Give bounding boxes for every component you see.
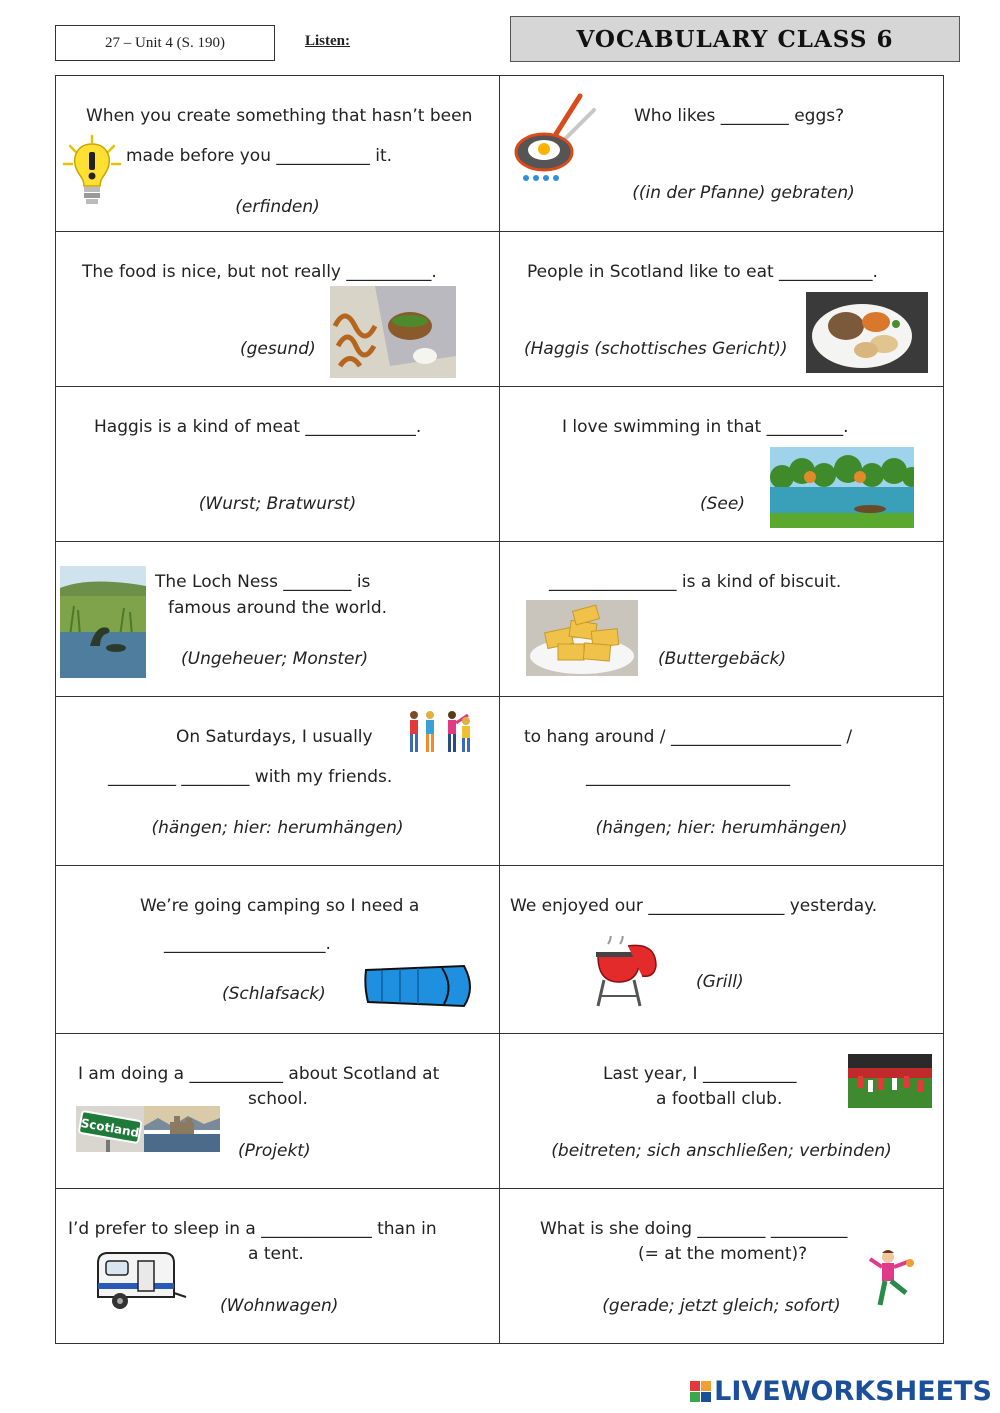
sentence-line[interactable]: ________________________ <box>586 767 790 787</box>
hint-text: (beitreten; sich anschließen; verbinden) <box>551 1141 892 1161</box>
lightbulb-icon <box>62 134 122 210</box>
sentence-line[interactable]: Last year, I ___________ <box>603 1064 797 1084</box>
sentence-line[interactable]: made before you ___________ it. <box>126 146 393 166</box>
card-invent <box>56 76 500 232</box>
hint-text: ((in der Pfanne) gebraten) <box>632 183 855 203</box>
card-project <box>56 1034 500 1189</box>
sentence-line[interactable]: People in Scotland like to eat ___________. <box>527 262 878 282</box>
hint-text: (hängen; hier: herumhängen) <box>151 818 404 838</box>
sentence-line[interactable]: I am doing a ___________ about Scotland at <box>78 1064 440 1084</box>
hint-text: (Haggis (schottisches Gericht)) <box>524 339 788 359</box>
hint-text: (Wohnwagen) <box>220 1296 339 1316</box>
barbecue-icon <box>594 936 660 1008</box>
haggis-plate-photo <box>806 292 928 373</box>
scotland-sign-photo <box>76 1106 144 1152</box>
hint-text: (gerade; jetzt gleich; sofort) <box>602 1296 841 1316</box>
hint-text: (Ungeheuer; Monster) <box>181 649 369 669</box>
sentence-line: a tent. <box>248 1244 304 1264</box>
sentence-line[interactable]: I’d prefer to sleep in a _____________ than in <box>68 1219 437 1239</box>
sentence-line: (= at the moment)? <box>638 1244 808 1264</box>
hint-text: (Projekt) <box>238 1141 311 1161</box>
hint-text: (Buttergebäck) <box>658 649 787 669</box>
card-sausage <box>56 387 500 542</box>
sentence-line: school. <box>248 1089 308 1109</box>
sentence-line[interactable]: Who likes ________ eggs? <box>634 106 845 126</box>
brand-text: LIVEWORKSHEETS <box>714 1376 992 1407</box>
unit-label-box <box>55 25 275 61</box>
listen-link[interactable]: Listen: <box>305 33 350 49</box>
football-photo <box>848 1054 932 1108</box>
fast-food-photo <box>330 286 456 378</box>
sentence-line[interactable]: _______________ is a kind of biscuit. <box>549 572 842 592</box>
caravan-icon <box>92 1249 188 1315</box>
dancing-girl-icon <box>866 1247 920 1317</box>
grid-row <box>56 1189 944 1344</box>
vocabulary-grid <box>55 75 944 1344</box>
sleeping-bag-icon <box>360 962 478 1010</box>
grid-row <box>56 866 944 1034</box>
sentence-line[interactable]: The Loch Ness ________ is <box>155 572 371 592</box>
card-healthy <box>56 232 500 387</box>
card-sleeping-bag <box>56 866 500 1034</box>
card-hang-around-2 <box>500 697 944 866</box>
sentence-line[interactable]: Haggis is a kind of meat _____________. <box>94 417 422 437</box>
sentence-line[interactable]: to hang around / ____________________ / <box>524 727 853 747</box>
hint-text: (Schlafsack) <box>222 984 326 1004</box>
hint-text: (See) <box>700 494 745 514</box>
card-lake <box>500 387 944 542</box>
logo-icon <box>690 1381 711 1402</box>
castle-photo <box>144 1106 220 1152</box>
sentence-line: famous around the world. <box>168 598 388 618</box>
shortbread-photo <box>526 600 638 676</box>
card-barbecue <box>500 866 944 1034</box>
grid-row <box>56 542 944 697</box>
sentence-line[interactable]: The food is nice, but not really __________. <box>82 262 437 282</box>
sentence-line[interactable]: ___________________. <box>164 934 331 954</box>
sentence-line[interactable]: What is she doing ________ _________ <box>540 1219 848 1239</box>
page-title: VOCABULARY CLASS 6 <box>510 16 960 62</box>
sentence-line[interactable]: I love swimming in that _________. <box>562 417 849 437</box>
hint-text: (Wurst; Bratwurst) <box>198 494 357 514</box>
friends-icon <box>400 709 476 755</box>
sentence-line[interactable]: We enjoyed our ________________ yesterday. <box>510 896 878 916</box>
grid-row <box>56 232 944 387</box>
card-fried <box>500 76 944 232</box>
grid-row <box>56 1034 944 1189</box>
card-shortbread <box>500 542 944 697</box>
sentence-line: a football club. <box>656 1089 783 1109</box>
sign-text: Scotland <box>79 1115 141 1141</box>
hint-text: (hängen; hier: herumhängen) <box>595 818 848 838</box>
sentence-line: When you create something that hasn’t been <box>86 106 473 126</box>
hint-text: (gesund) <box>240 339 316 359</box>
card-haggis <box>500 232 944 387</box>
loch-ness-photo <box>60 566 146 678</box>
sentence-line[interactable]: ________ ________ with my friends. <box>108 767 393 787</box>
grid-row <box>56 697 944 866</box>
hint-text: (Grill) <box>696 972 744 992</box>
card-right-now <box>500 1189 944 1344</box>
sentence-line: On Saturdays, I usually <box>176 727 373 747</box>
card-join <box>500 1034 944 1189</box>
card-caravan <box>56 1189 500 1344</box>
liveworksheets-logo <box>690 1376 992 1407</box>
hint-text: (erfinden) <box>235 197 320 217</box>
grid-row <box>56 387 944 542</box>
card-monster <box>56 542 500 697</box>
frying-pan-icon <box>514 90 604 184</box>
unit-label: 27 – Unit 4 (S. 190) <box>105 34 225 51</box>
lake-picture <box>770 447 914 528</box>
card-hang-around-1 <box>56 697 500 866</box>
sentence-line: We’re going camping so I need a <box>140 896 420 916</box>
grid-row <box>56 76 944 232</box>
